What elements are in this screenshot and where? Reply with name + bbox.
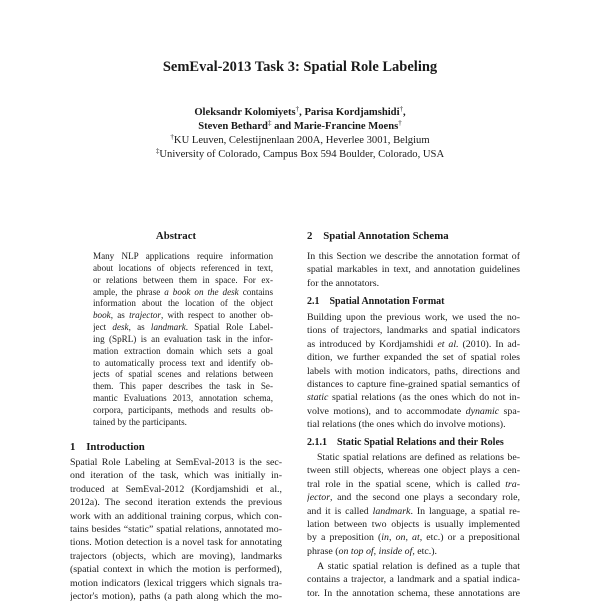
section-1-body: [70, 456, 282, 603]
text-line: [93, 346, 273, 358]
italic-text: trajector: [129, 310, 161, 321]
text-run: and it is called: [307, 505, 373, 517]
author-name: Parisa Kordjamshidi: [304, 107, 400, 118]
text-line: [70, 483, 282, 496]
section-number: 2.1: [307, 296, 320, 307]
section-2-1-1-para-1: [307, 451, 520, 558]
text-run: information about the location of the object: [93, 298, 273, 309]
text-run: contains a trajector, a landmark and a spatial indica-: [307, 574, 520, 586]
text-line: [307, 464, 520, 477]
text-run: by a preposition (: [307, 532, 382, 544]
text-line: [70, 523, 282, 536]
section-number: 2.1.1: [307, 437, 327, 448]
text-run: , with respect to another ob-: [160, 310, 273, 321]
text-run: trajectors (objects, which are moving), landmarks: [70, 550, 282, 562]
section-number: 2: [307, 230, 313, 242]
text-line: [307, 531, 520, 544]
text-line: [93, 263, 273, 275]
author-separator: ,: [299, 107, 305, 118]
text-run: (spatial context in which the motion is performed),: [70, 564, 282, 576]
section-2-heading: [307, 230, 449, 243]
text-line: [93, 358, 273, 370]
italic-text: inside of: [378, 545, 413, 557]
text-run: tor. In the annotation schema, these annotations are: [307, 587, 520, 599]
text-line: [307, 505, 520, 518]
text-run: jector's motion), paths (a path along which the mo-: [70, 590, 282, 602]
text-line: [70, 536, 282, 549]
italic-text: desk: [112, 322, 129, 333]
text-run: Many NLP applications require information: [93, 251, 273, 261]
text-line: [307, 418, 520, 431]
text-line: [307, 324, 520, 337]
text-line: [93, 310, 273, 322]
author-separator: and: [271, 121, 294, 132]
text-run: contains: [238, 286, 273, 297]
author-name: Oleksandr Kolomiyets: [194, 107, 296, 118]
text-run: ject: [93, 322, 113, 333]
text-line: [93, 275, 273, 287]
text-line: [70, 456, 282, 469]
text-run: . Spatial Role Label-: [185, 322, 273, 333]
paper-title: SemEval-2013 Task 3: Spatial Role Labeling: [162, 59, 438, 75]
text-line: [93, 417, 273, 429]
text-line: [307, 560, 520, 573]
text-line: [307, 365, 520, 378]
affiliation-mark: †: [399, 105, 404, 113]
text-line: [307, 351, 520, 364]
text-run: mantic Evaluations 2013, annotation schema,: [93, 393, 273, 404]
text-run: Spatial Role Labeling at SemEval-2013 is the sec-: [70, 457, 282, 468]
text-run: dition, we further expanded the set of spatial roles: [307, 352, 520, 364]
italic-text: landmark: [372, 505, 411, 517]
text-run: , as: [110, 310, 130, 321]
text-run: ample, the phrase: [93, 286, 165, 297]
affiliation-1: [0, 134, 600, 147]
text-line: [307, 277, 520, 290]
text-run: . In language, a spatial re-: [410, 505, 520, 517]
text-run: A static spatial relation is defined as a tuple that: [317, 561, 520, 572]
text-run: jects of spatial scenes and relations between: [93, 369, 273, 380]
text-run: troduced at SemEval-2012 (Kordjamshidi et al.,: [70, 483, 282, 495]
text-run: 2012a). The second iteration extends the previous: [70, 497, 282, 509]
italic-text: tra-: [505, 478, 520, 490]
text-run: spa-: [499, 405, 520, 417]
text-run: ,: [405, 532, 413, 544]
text-run: them. This paper describes the task in Se-: [93, 381, 273, 392]
italic-text: on: [395, 532, 406, 544]
text-run: , etc.).: [412, 545, 438, 557]
section-title: Static Spatial Relations and their Roles: [337, 437, 504, 448]
affiliation-text: KU Leuven, Celestijnenlaan 200A, Heverlee 3001, Belgium: [173, 135, 430, 146]
text-line: [307, 545, 520, 558]
text-line: [307, 491, 520, 504]
text-line: [307, 587, 520, 600]
text-run: about locations of objects referenced in text,: [93, 262, 273, 273]
text-line: [70, 510, 282, 523]
affiliation-mark: ‡: [267, 119, 272, 127]
text-run: , etc.) or a prepositional: [419, 532, 520, 544]
text-run: phrase (: [307, 545, 339, 557]
text-line: [307, 573, 520, 586]
text-run: or relations between them in space. For ex-: [93, 274, 273, 285]
italic-text: jector: [307, 492, 331, 504]
text-line: [93, 287, 273, 299]
text-line: [70, 577, 282, 590]
italic-text: static: [307, 392, 329, 404]
text-run: to automatically process text and identify ob-: [93, 357, 273, 368]
italic-text: et al.: [437, 338, 459, 350]
text-line: [93, 369, 273, 381]
text-run: ,: [388, 532, 396, 544]
text-run: as introduced by Kordjamshidi: [307, 338, 438, 350]
italic-text: a book on the desk: [164, 286, 239, 297]
text-line: [93, 381, 273, 393]
text-run: Building upon the previous work, we used the no-: [307, 312, 520, 323]
text-run: Static spatial relations are defined as relations be-: [317, 452, 520, 463]
text-run: tains besides “static” spatial relations, annotated mo-: [70, 523, 282, 535]
text-line: [307, 263, 520, 276]
text-line: [70, 590, 282, 603]
section-2-1-1-para-2: [307, 560, 520, 600]
text-run: labels with motion indicators, paths, directions and: [307, 365, 520, 377]
text-line: [70, 469, 282, 482]
text-run: volve motions), and to accommodate: [307, 405, 466, 417]
text-run: tral role in the spatial scene, which is called: [307, 478, 506, 490]
text-run: ,: [373, 545, 379, 557]
text-line: [70, 550, 282, 563]
text-run: (2010). In ad-: [458, 338, 520, 350]
section-2-1-1-heading: [307, 436, 504, 449]
text-line: [93, 298, 273, 310]
abstract-heading: Abstract: [155, 230, 197, 242]
section-1-heading: [70, 441, 145, 454]
text-run: for the annotators.: [307, 277, 380, 289]
text-run: tained by the participants.: [93, 416, 187, 427]
text-line: [93, 334, 273, 346]
affiliation-mark: †: [170, 133, 174, 141]
affiliation-text: University of Colorado, Campus Box 594 Boulder, Colorado, USA: [159, 149, 445, 160]
section-2-1-body: [307, 311, 520, 432]
text-line: [307, 338, 520, 351]
text-run: tions of trajectors, landmarks and spatial indicators: [307, 325, 520, 337]
text-line: [307, 378, 520, 391]
text-run: distances to capture fine-grained spatial semantics of: [307, 378, 520, 390]
text-run: In this Section we describe the annotation format of: [307, 251, 520, 262]
text-run: , as: [128, 322, 151, 333]
text-line: [70, 496, 282, 509]
text-run: tween still objects, whereas one object plays a cen-: [307, 465, 520, 477]
text-run: work with an additional training corpus, which con-: [70, 510, 282, 522]
author-separator: ,: [403, 107, 406, 118]
text-line: [307, 391, 520, 404]
affiliation-mark: †: [398, 119, 402, 127]
affiliation-2: [0, 148, 600, 161]
italic-text: dynamic: [465, 405, 500, 417]
text-run: , and the second one plays a secondary role,: [330, 492, 520, 504]
text-line: [70, 563, 282, 576]
text-run: tial relations (the ones which do involve motions).: [307, 419, 506, 431]
text-line: [93, 405, 273, 417]
italic-text: at: [412, 532, 420, 544]
text-line: [307, 311, 520, 324]
italic-text: landmark: [150, 322, 186, 333]
text-run: ond iteration of the task, which was initially in-: [70, 470, 282, 482]
section-2-1-heading: [307, 295, 445, 308]
authors-line-2: [0, 120, 600, 133]
author-name: Marie-Francine Moens: [293, 121, 399, 132]
affiliation-mark: †: [295, 105, 300, 113]
text-run: lation between two objects is usually implemented: [307, 518, 520, 530]
text-run: spatial relations (as the ones which do not in-: [328, 392, 520, 404]
section-number: 1: [70, 441, 76, 453]
italic-text: in: [381, 532, 389, 544]
text-line: [307, 451, 520, 464]
text-run: spatial markables in text, and annotation guidelines: [307, 264, 520, 276]
italic-text: on top of: [338, 545, 374, 557]
authors-line-1: [0, 106, 600, 119]
section-title: Spatial Annotation Schema: [323, 230, 449, 242]
text-line: [93, 393, 273, 405]
text-line: [93, 251, 273, 263]
text-run: corpora, participants, methods and results ob-: [93, 404, 273, 415]
abstract-body: [93, 251, 273, 429]
text-run: mation extraction domain which sets a goal: [93, 345, 273, 356]
text-line: [93, 322, 273, 334]
section-2-body: [307, 250, 520, 290]
section-title: Spatial Annotation Format: [329, 296, 445, 307]
author-name: Steven Bethard: [198, 121, 268, 132]
italic-text: book: [93, 310, 111, 321]
text-line: [307, 478, 520, 491]
text-run: motion indicators (lexical triggers which signals tra-: [70, 577, 282, 589]
affiliation-mark: ‡: [155, 147, 160, 155]
text-line: [307, 518, 520, 531]
text-line: [307, 250, 520, 263]
text-run: ing (SpRL) is an evaluation task in the infor-: [93, 333, 273, 344]
text-line: [307, 405, 520, 418]
section-title: Introduction: [86, 441, 145, 453]
text-run: tions. Motion detection is a novel task for annotating: [70, 537, 282, 549]
